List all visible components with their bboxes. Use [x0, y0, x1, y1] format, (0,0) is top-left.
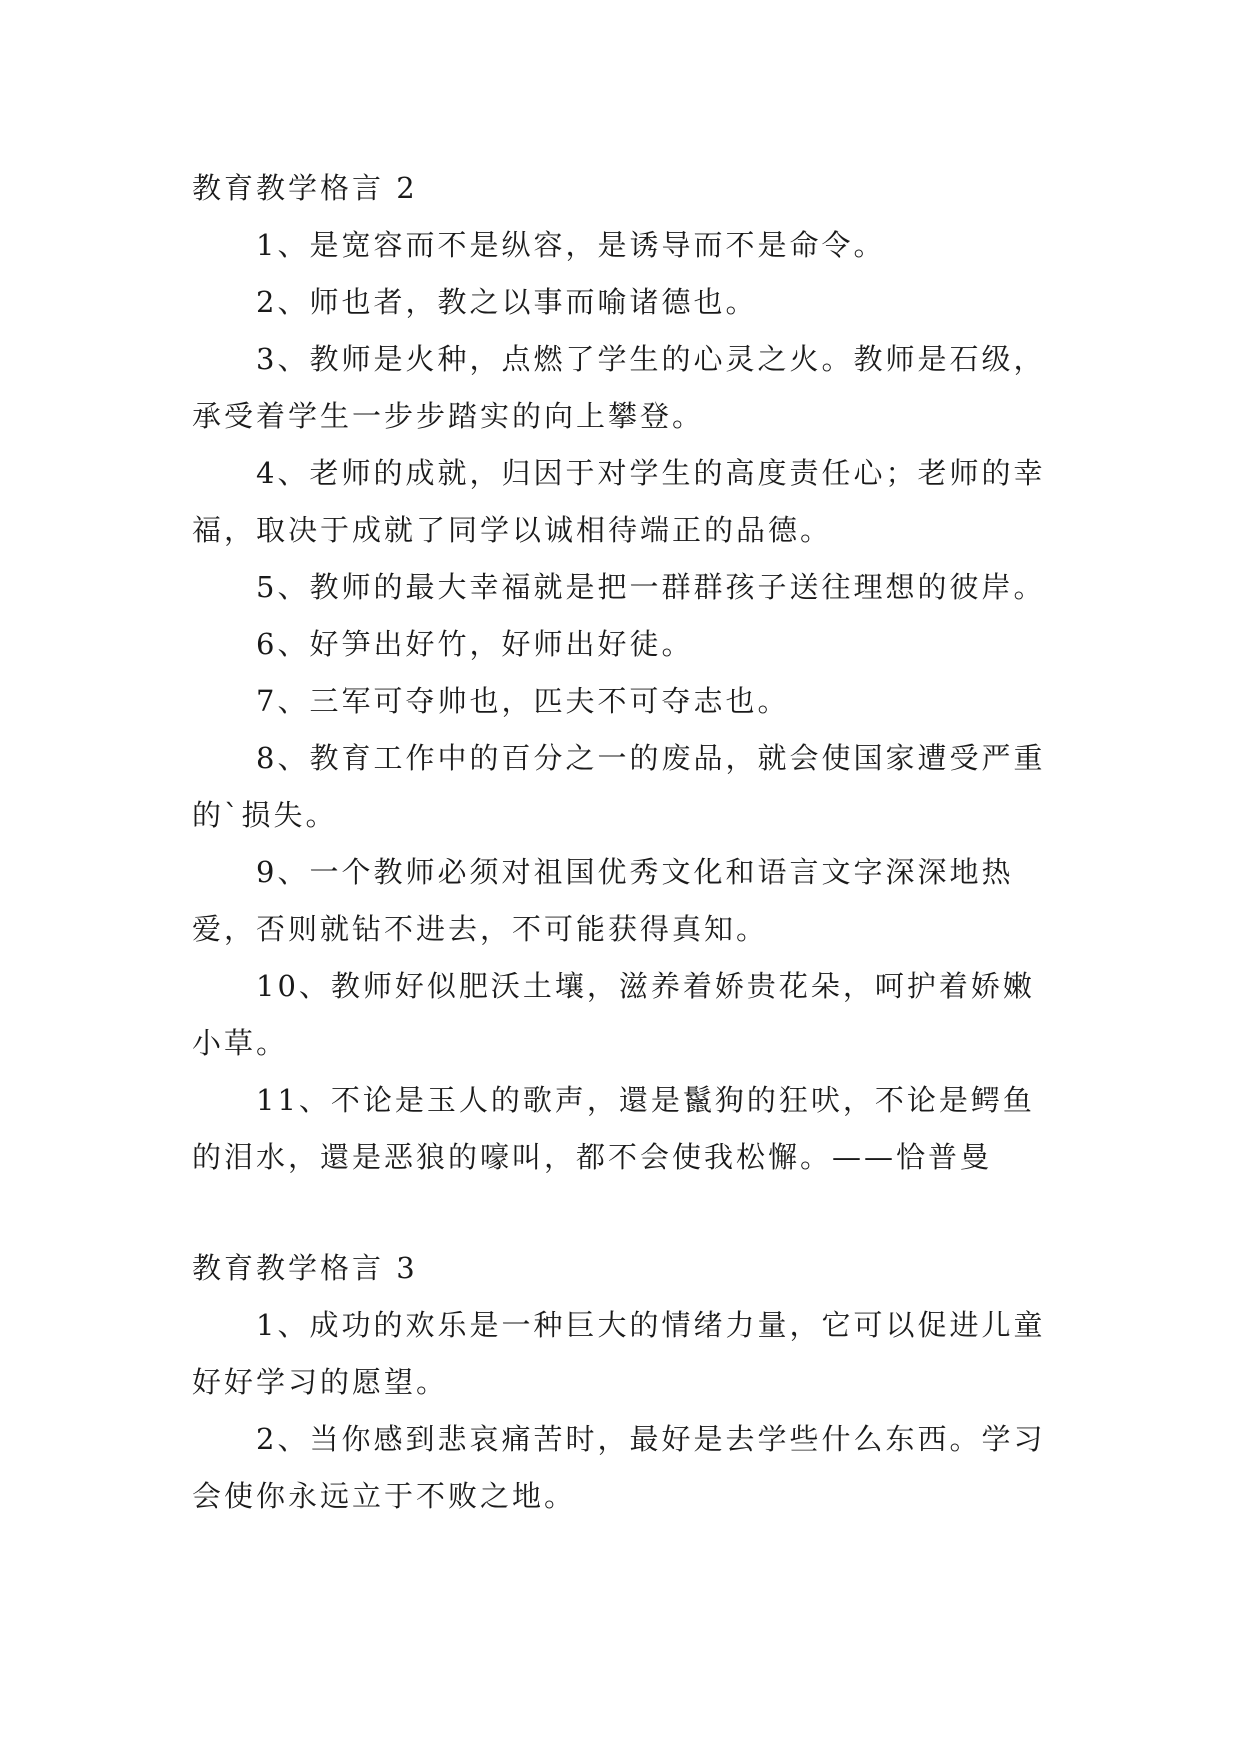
maxim-paragraph: 9、一个教师必须对祖国优秀文化和语言文字深深地热爱，否则就钻不进去，不可能获得真知。: [192, 855, 1014, 946]
document-content: [192, 160, 1052, 1525]
maxim-paragraph: 8、教育工作中的百分之一的废品，就会使国家遭受严重的`损失。: [192, 741, 1046, 832]
maxim-paragraph: 2、师也者，教之以事而喻诸德也。: [256, 285, 758, 319]
section-heading: 教育教学格言 2: [192, 171, 418, 205]
maxim-paragraph: 7、三军可夺帅也，匹夫不可夺志也。: [256, 684, 790, 718]
section-maxims-3: [192, 1240, 1052, 1525]
maxim-paragraph: 2、当你感到悲哀痛苦时，最好是去学些什么东西。学习会使你永远立于不败之地。: [192, 1422, 1046, 1513]
maxim-paragraph: 1、成功的欢乐是一种巨大的情绪力量，它可以促进儿童好好学习的愿望。: [192, 1308, 1046, 1399]
section-maxims-2: [192, 160, 1052, 1186]
maxim-paragraph: 4、老师的成就，归因于对学生的高度责任心；老师的幸福，取决于成就了同学以诚相待端正的品德。: [192, 456, 1046, 547]
maxim-paragraph: 1、是宽容而不是纵容，是诱导而不是命令。: [256, 228, 886, 262]
maxim-paragraph: 6、好笋出好竹，好师出好徒。: [256, 627, 694, 661]
maxim-paragraph: 5、教师的最大幸福就是把一群群孩子送往理想的彼岸。: [256, 570, 1046, 604]
section-heading: 教育教学格言 3: [192, 1251, 418, 1285]
maxim-paragraph: 11、不论是玉人的歌声，還是鬣狗的狂吠，不论是鳄鱼的泪水，還是恶狼的嚎叫，都不会使我松懈。——恰普曼: [192, 1083, 1035, 1174]
maxim-paragraph: 10、教师好似肥沃土壤，滋养着娇贵花朵，呵护着娇嫩小草。: [192, 969, 1035, 1060]
maxim-paragraph: 3、教师是火种，点燃了学生的心灵之火。教师是石级，承受着学生一步步踏实的向上攀登。: [192, 342, 1046, 433]
